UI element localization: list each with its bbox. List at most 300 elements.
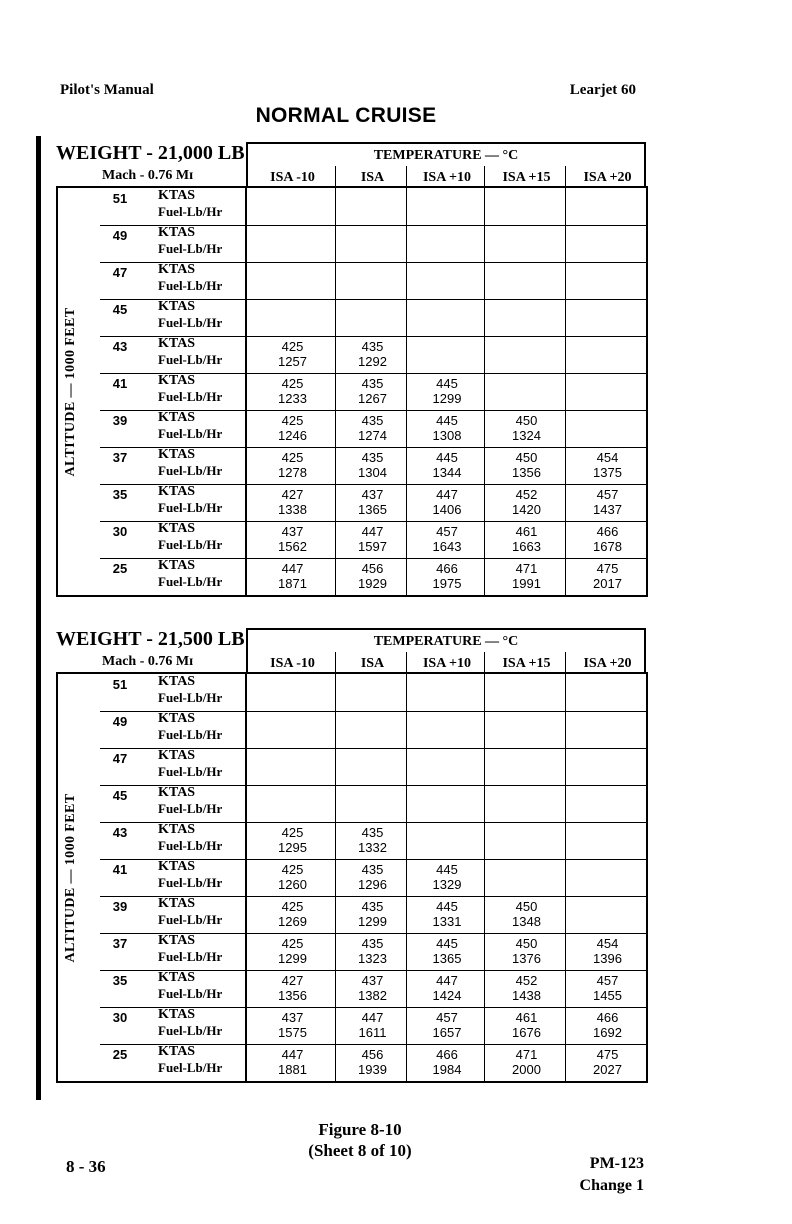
ktas-value: 435 xyxy=(361,376,384,391)
ktas-value: 425 xyxy=(281,413,304,428)
temperature-column-header: ISA +20 xyxy=(583,656,632,671)
ktas-value: 437 xyxy=(281,524,304,539)
fuel-flow-value: 1308 xyxy=(432,428,462,443)
fuel-flow-value: 1984 xyxy=(432,1062,462,1077)
data-cell xyxy=(567,410,648,447)
ktas-value: 435 xyxy=(361,450,384,465)
fuel-flow-value: 1455 xyxy=(593,988,622,1003)
data-cell xyxy=(337,1007,408,1044)
ktas-label: KTAS xyxy=(158,262,196,277)
fuel-flow-value: 1356 xyxy=(278,988,307,1003)
column-divider xyxy=(335,188,336,595)
ktas-label: KTAS xyxy=(158,447,196,462)
fuel-flow-value: 1274 xyxy=(358,428,387,443)
cruise-data-grid xyxy=(56,672,648,1083)
data-cell xyxy=(248,410,337,447)
ktas-value: 452 xyxy=(515,973,538,988)
ktas-value: 450 xyxy=(515,450,538,465)
ktas-value: 437 xyxy=(361,487,384,502)
data-cell xyxy=(337,711,408,748)
data-cell xyxy=(248,225,337,262)
ktas-value: 454 xyxy=(596,936,619,951)
fuel-flow-value: 2027 xyxy=(593,1062,622,1077)
data-cell xyxy=(337,896,408,933)
table-row xyxy=(58,711,648,748)
data-cell xyxy=(408,1007,486,1044)
table-row xyxy=(58,970,648,1007)
data-cell xyxy=(567,188,648,225)
fuel-flow-value: 1871 xyxy=(278,576,307,591)
fuel-flow-label: Fuel-Lb/Hr xyxy=(158,801,223,816)
data-cell xyxy=(408,933,486,970)
fuel-flow-value: 1382 xyxy=(358,988,387,1003)
ktas-label: KTAS xyxy=(158,785,196,800)
data-cell xyxy=(337,933,408,970)
data-cell xyxy=(408,859,486,896)
data-cell xyxy=(567,447,648,484)
data-cell xyxy=(248,970,337,1007)
temperature-column-header: ISA +15 xyxy=(502,170,551,185)
altitude-value: 25 xyxy=(112,1047,128,1062)
altitude-axis-text: ALTITUDE — 1000 FEET xyxy=(63,793,78,962)
fuel-flow-value: 1406 xyxy=(432,502,462,517)
data-cell xyxy=(567,748,648,785)
data-cell xyxy=(567,822,648,859)
fuel-flow-value: 1643 xyxy=(432,539,462,554)
ktas-value: 466 xyxy=(436,561,458,576)
data-cell xyxy=(486,674,567,711)
ktas-label: KTAS xyxy=(158,521,196,536)
ktas-value: 452 xyxy=(515,487,538,502)
ktas-value: 427 xyxy=(281,487,304,502)
ktas-value: 471 xyxy=(515,561,538,576)
data-cell xyxy=(337,558,408,595)
data-cell xyxy=(567,225,648,262)
column-divider xyxy=(335,652,336,674)
data-cell xyxy=(408,1044,486,1081)
fuel-flow-value: 1939 xyxy=(358,1062,387,1077)
ktas-value: 435 xyxy=(361,899,384,914)
temperature-column-header: ISA -10 xyxy=(270,170,315,185)
column-divider xyxy=(484,674,485,1081)
fuel-flow-value: 1246 xyxy=(278,428,307,443)
data-cell xyxy=(486,299,567,336)
data-cell xyxy=(486,410,567,447)
altitude-value: 41 xyxy=(112,862,128,877)
data-cell xyxy=(567,484,648,521)
table-row xyxy=(58,188,648,225)
ktas-value: 425 xyxy=(281,339,304,354)
data-cell xyxy=(486,521,567,558)
temperature-header xyxy=(246,142,646,186)
column-divider xyxy=(484,652,485,674)
data-cell xyxy=(408,896,486,933)
ktas-value: 447 xyxy=(281,561,304,576)
fuel-flow-value: 1331 xyxy=(432,914,462,929)
data-cell xyxy=(337,521,408,558)
ktas-value: 425 xyxy=(281,376,304,391)
data-cell xyxy=(486,373,567,410)
data-cell xyxy=(337,1044,408,1081)
fuel-flow-value: 1678 xyxy=(593,539,622,554)
table-row xyxy=(58,859,648,896)
fuel-flow-value: 1267 xyxy=(358,391,387,406)
data-cell xyxy=(486,896,567,933)
data-cell xyxy=(248,1007,337,1044)
ktas-value: 445 xyxy=(436,936,458,951)
data-cell xyxy=(567,558,648,595)
ktas-value: 437 xyxy=(361,973,384,988)
column-divider xyxy=(565,188,566,595)
data-cell xyxy=(248,558,337,595)
data-cell xyxy=(567,1044,648,1081)
fuel-flow-value: 1324 xyxy=(512,428,541,443)
table-row xyxy=(58,336,648,373)
table-row xyxy=(58,558,648,595)
fuel-flow-value: 1344 xyxy=(432,465,462,480)
data-cell xyxy=(408,822,486,859)
fuel-flow-value: 1278 xyxy=(278,465,307,480)
table-row xyxy=(58,896,648,933)
altitude-value: 45 xyxy=(112,302,128,317)
ktas-value: 457 xyxy=(436,1010,458,1025)
ktas-value: 447 xyxy=(436,487,458,502)
document-number: PM-123 xyxy=(589,1155,644,1172)
data-cell xyxy=(486,822,567,859)
ktas-value: 454 xyxy=(596,450,619,465)
temperature-title: TEMPERATURE — °C xyxy=(373,148,519,163)
altitude-value: 49 xyxy=(112,714,128,729)
data-cell xyxy=(408,336,486,373)
fuel-flow-value: 1562 xyxy=(278,539,307,554)
data-cell xyxy=(408,558,486,595)
fuel-flow-label: Fuel-Lb/Hr xyxy=(158,500,223,515)
ktas-value: 445 xyxy=(436,899,458,914)
data-cell xyxy=(567,785,648,822)
ktas-value: 475 xyxy=(596,561,619,576)
column-divider xyxy=(245,188,247,595)
ktas-value: 447 xyxy=(361,524,384,539)
ktas-label: KTAS xyxy=(158,225,196,240)
data-cell xyxy=(408,711,486,748)
data-cell xyxy=(337,785,408,822)
altitude-value: 47 xyxy=(112,751,128,766)
page-title: NORMAL CRUISE xyxy=(255,104,437,127)
change-bar xyxy=(36,136,41,1100)
ktas-label: KTAS xyxy=(158,933,196,948)
altitude-value: 30 xyxy=(112,524,128,539)
ktas-value: 435 xyxy=(361,825,384,840)
altitude-value: 51 xyxy=(112,677,128,692)
data-cell xyxy=(337,674,408,711)
data-cell xyxy=(408,225,486,262)
data-cell xyxy=(337,484,408,521)
ktas-value: 425 xyxy=(281,899,304,914)
data-cell xyxy=(337,373,408,410)
altitude-value: 35 xyxy=(112,973,128,988)
fuel-flow-label: Fuel-Lb/Hr xyxy=(158,1060,223,1075)
column-divider xyxy=(484,166,485,188)
data-cell xyxy=(486,558,567,595)
data-cell xyxy=(248,896,337,933)
fuel-flow-label: Fuel-Lb/Hr xyxy=(158,949,223,964)
data-cell xyxy=(248,262,337,299)
data-cell xyxy=(567,521,648,558)
altitude-value: 49 xyxy=(112,228,128,243)
fuel-flow-value: 1299 xyxy=(358,914,387,929)
data-cell xyxy=(337,447,408,484)
ktas-value: 445 xyxy=(436,450,458,465)
header-right: Learjet 60 xyxy=(569,82,636,98)
data-cell xyxy=(248,447,337,484)
table-row xyxy=(58,785,648,822)
fuel-flow-value: 1269 xyxy=(278,914,307,929)
ktas-value: 435 xyxy=(361,862,384,877)
ktas-label: KTAS xyxy=(158,188,196,203)
temperature-column-header: ISA +15 xyxy=(502,656,551,671)
table-row xyxy=(58,521,648,558)
data-cell xyxy=(248,373,337,410)
fuel-flow-value: 1348 xyxy=(512,914,541,929)
table-row xyxy=(58,410,648,447)
ktas-value: 466 xyxy=(436,1047,458,1062)
table-row xyxy=(58,748,648,785)
fuel-flow-value: 1257 xyxy=(278,354,307,369)
column-divider xyxy=(565,166,566,188)
fuel-flow-label: Fuel-Lb/Hr xyxy=(158,426,223,441)
temperature-column-header: ISA +10 xyxy=(422,170,472,185)
ktas-value: 447 xyxy=(281,1047,304,1062)
ktas-value: 450 xyxy=(515,413,538,428)
fuel-flow-label: Fuel-Lb/Hr xyxy=(158,352,223,367)
fuel-flow-value: 1332 xyxy=(358,840,387,855)
data-cell xyxy=(337,225,408,262)
data-cell xyxy=(486,188,567,225)
temperature-column-header: ISA +20 xyxy=(583,170,632,185)
ktas-value: 450 xyxy=(515,899,538,914)
data-cell xyxy=(567,970,648,1007)
ktas-value: 450 xyxy=(515,936,538,951)
altitude-value: 43 xyxy=(112,825,128,840)
data-cell xyxy=(408,373,486,410)
weight-title: WEIGHT - 21,500 LB xyxy=(56,628,245,650)
ktas-value: 457 xyxy=(596,487,619,502)
mach-label: Mach - 0.76 Mɪ xyxy=(102,168,194,183)
ktas-value: 457 xyxy=(596,973,619,988)
data-cell xyxy=(248,711,337,748)
data-cell xyxy=(486,336,567,373)
ktas-value: 457 xyxy=(436,524,458,539)
data-cell xyxy=(337,748,408,785)
data-cell xyxy=(248,822,337,859)
table-row xyxy=(58,225,648,262)
fuel-flow-value: 1929 xyxy=(358,576,387,591)
fuel-flow-value: 1296 xyxy=(358,877,387,892)
temperature-column-header: ISA xyxy=(360,170,385,185)
altitude-value: 51 xyxy=(112,191,128,206)
data-cell xyxy=(337,859,408,896)
fuel-flow-value: 1991 xyxy=(512,576,541,591)
temperature-column-header: ISA +10 xyxy=(422,656,472,671)
column-divider xyxy=(406,652,407,674)
fuel-flow-value: 1437 xyxy=(593,502,622,517)
ktas-label: KTAS xyxy=(158,1044,196,1059)
table-row xyxy=(58,674,648,711)
weight-title: WEIGHT - 21,000 LB xyxy=(56,142,245,164)
data-cell xyxy=(567,896,648,933)
altitude-value: 37 xyxy=(112,450,128,465)
header-left: Pilot's Manual xyxy=(60,82,154,98)
fuel-flow-value: 1376 xyxy=(512,951,541,966)
data-cell xyxy=(486,859,567,896)
ktas-label: KTAS xyxy=(158,822,196,837)
altitude-value: 39 xyxy=(112,899,128,914)
fuel-flow-label: Fuel-Lb/Hr xyxy=(158,278,223,293)
fuel-flow-value: 1299 xyxy=(278,951,307,966)
ktas-value: 466 xyxy=(596,524,619,539)
ktas-value: 425 xyxy=(281,936,304,951)
fuel-flow-value: 1295 xyxy=(278,840,307,855)
fuel-flow-value: 1233 xyxy=(278,391,307,406)
data-cell xyxy=(567,1007,648,1044)
data-cell xyxy=(567,859,648,896)
ktas-value: 475 xyxy=(596,1047,619,1062)
data-cell xyxy=(248,674,337,711)
table-row xyxy=(58,484,648,521)
fuel-flow-label: Fuel-Lb/Hr xyxy=(158,241,223,256)
fuel-flow-value: 1292 xyxy=(358,354,387,369)
data-cell xyxy=(408,447,486,484)
data-cell xyxy=(567,933,648,970)
temperature-column-header: ISA xyxy=(360,656,385,671)
fuel-flow-value: 1365 xyxy=(358,502,387,517)
data-cell xyxy=(408,748,486,785)
column-divider xyxy=(335,166,336,188)
fuel-flow-value: 2017 xyxy=(593,576,622,591)
data-cell xyxy=(337,188,408,225)
fuel-flow-value: 1692 xyxy=(593,1025,622,1040)
data-cell xyxy=(248,484,337,521)
fuel-flow-value: 1676 xyxy=(512,1025,541,1040)
fuel-flow-value: 1356 xyxy=(512,465,541,480)
ktas-value: 466 xyxy=(596,1010,619,1025)
data-cell xyxy=(248,748,337,785)
ktas-value: 445 xyxy=(436,376,458,391)
data-cell xyxy=(486,262,567,299)
fuel-flow-label: Fuel-Lb/Hr xyxy=(158,838,223,853)
data-cell xyxy=(337,336,408,373)
data-cell xyxy=(248,299,337,336)
ktas-value: 471 xyxy=(515,1047,538,1062)
fuel-flow-label: Fuel-Lb/Hr xyxy=(158,727,223,742)
data-cell xyxy=(486,748,567,785)
fuel-flow-label: Fuel-Lb/Hr xyxy=(158,315,223,330)
ktas-value: 437 xyxy=(281,1010,304,1025)
fuel-flow-label: Fuel-Lb/Hr xyxy=(158,912,223,927)
ktas-label: KTAS xyxy=(158,674,196,689)
fuel-flow-value: 1396 xyxy=(593,951,622,966)
table-row xyxy=(58,299,648,336)
fuel-flow-value: 1657 xyxy=(432,1025,462,1040)
fuel-flow-label: Fuel-Lb/Hr xyxy=(158,389,223,404)
altitude-value: 39 xyxy=(112,413,128,428)
change-number: Change 1 xyxy=(579,1177,644,1194)
table-row xyxy=(58,1044,648,1081)
ktas-label: KTAS xyxy=(158,410,196,425)
temperature-title: TEMPERATURE — °C xyxy=(373,634,519,649)
data-cell xyxy=(408,785,486,822)
column-divider xyxy=(245,674,247,1081)
page-number: 8 - 36 xyxy=(66,1157,106,1176)
altitude-value: 41 xyxy=(112,376,128,391)
fuel-flow-label: Fuel-Lb/Hr xyxy=(158,690,223,705)
data-cell xyxy=(486,1044,567,1081)
column-divider xyxy=(406,166,407,188)
ktas-label: KTAS xyxy=(158,859,196,874)
ktas-value: 435 xyxy=(361,413,384,428)
ktas-value: 445 xyxy=(436,862,458,877)
data-cell xyxy=(337,822,408,859)
data-cell xyxy=(486,785,567,822)
ktas-value: 425 xyxy=(281,825,304,840)
fuel-flow-label: Fuel-Lb/Hr xyxy=(158,537,223,552)
figure-label: Figure 8-10 xyxy=(318,1120,402,1139)
ktas-value: 425 xyxy=(281,862,304,877)
data-cell xyxy=(248,336,337,373)
altitude-value: 25 xyxy=(112,561,128,576)
ktas-label: KTAS xyxy=(158,896,196,911)
column-divider xyxy=(406,674,407,1081)
data-cell xyxy=(567,262,648,299)
data-cell xyxy=(248,1044,337,1081)
table-row xyxy=(58,933,648,970)
fuel-flow-value: 1575 xyxy=(278,1025,307,1040)
fuel-flow-value: 1323 xyxy=(358,951,387,966)
column-divider xyxy=(565,674,566,1081)
table-row xyxy=(58,1007,648,1044)
fuel-flow-value: 1420 xyxy=(512,502,541,517)
fuel-flow-label: Fuel-Lb/Hr xyxy=(158,463,223,478)
table-row xyxy=(58,447,648,484)
ktas-label: KTAS xyxy=(158,558,196,573)
fuel-flow-value: 1975 xyxy=(432,576,462,591)
ktas-value: 427 xyxy=(281,973,304,988)
fuel-flow-label: Fuel-Lb/Hr xyxy=(158,764,223,779)
data-cell xyxy=(408,674,486,711)
column-divider xyxy=(406,188,407,595)
data-cell xyxy=(337,262,408,299)
data-cell xyxy=(486,447,567,484)
ktas-label: KTAS xyxy=(158,299,196,314)
fuel-flow-label: Fuel-Lb/Hr xyxy=(158,875,223,890)
ktas-label: KTAS xyxy=(158,711,196,726)
fuel-flow-value: 1329 xyxy=(432,877,462,892)
data-cell xyxy=(337,970,408,1007)
fuel-flow-value: 1881 xyxy=(278,1062,307,1077)
fuel-flow-value: 1375 xyxy=(593,465,622,480)
fuel-flow-label: Fuel-Lb/Hr xyxy=(158,1023,223,1038)
mach-label: Mach - 0.76 Mɪ xyxy=(102,654,194,669)
ktas-label: KTAS xyxy=(158,970,196,985)
ktas-value: 456 xyxy=(361,1047,384,1062)
data-cell xyxy=(486,933,567,970)
altitude-value: 47 xyxy=(112,265,128,280)
data-cell xyxy=(248,785,337,822)
data-cell xyxy=(486,970,567,1007)
fuel-flow-value: 1424 xyxy=(432,988,462,1003)
fuel-flow-value: 1304 xyxy=(358,465,387,480)
fuel-flow-label: Fuel-Lb/Hr xyxy=(158,204,223,219)
